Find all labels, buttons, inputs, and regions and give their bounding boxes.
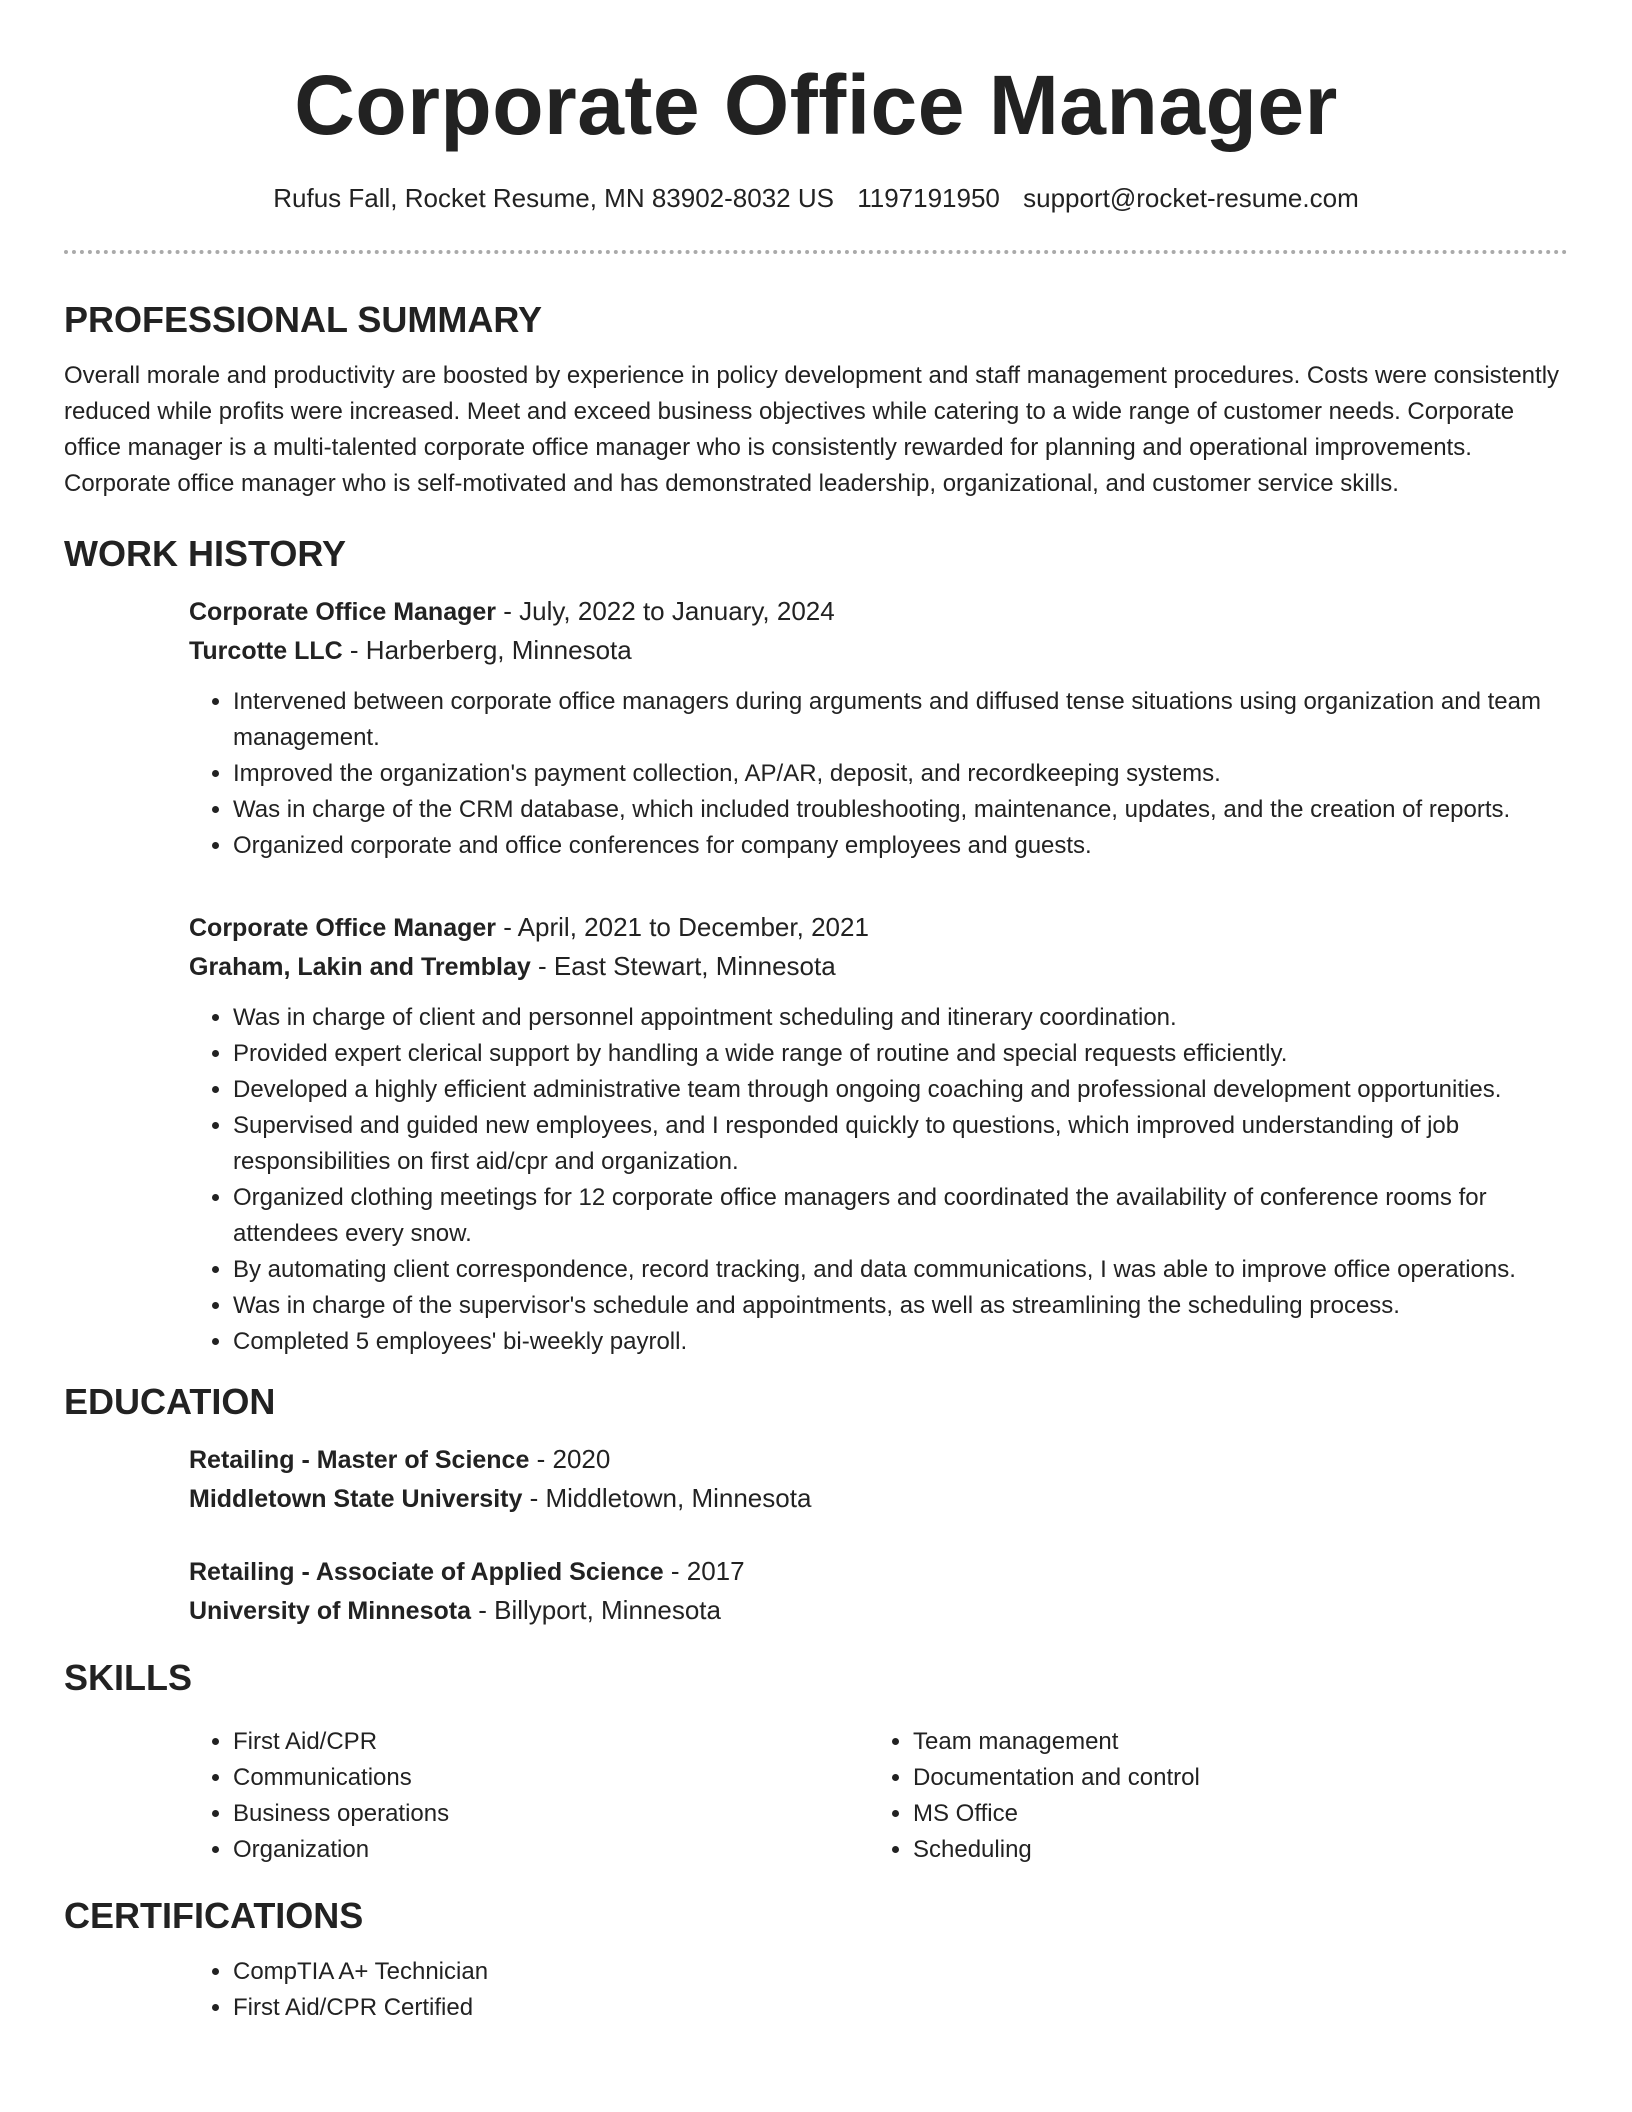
section-heading-summary: PROFESSIONAL SUMMARY (64, 299, 543, 340)
job-company-line (189, 631, 1568, 670)
education-school-line (189, 1591, 1568, 1630)
job-bullet: • Organized corporate and office conferences for company employees and guests. (233, 828, 1568, 864)
job-entry (189, 908, 1568, 1360)
skill-item: • MS Office (913, 1796, 1549, 1832)
education-year: - 2020 (529, 1444, 611, 1474)
section-heading-work: WORK HISTORY (64, 533, 347, 574)
job-bullet: • Developed a highly efficient administrative team through ongoing coaching and professional development opportunities. (233, 1072, 1568, 1108)
education-degree: Retailing - Associate of Applied Science (189, 1558, 664, 1586)
job-location: - East Stewart, Minnesota (530, 951, 836, 981)
education-entry (189, 1552, 1568, 1630)
education-year: - 2017 (663, 1556, 745, 1586)
education-degree-line (189, 1440, 1568, 1479)
job-title: Corporate Office Manager (189, 598, 497, 626)
job-dates: - July, 2022 to January, 2024 (496, 596, 835, 626)
job-bullet: • Completed 5 employees' bi-weekly payroll. (233, 1324, 1568, 1360)
job-bullet: • Intervened between corporate office managers during arguments and diffused tense situations using organization and team management. (233, 684, 1568, 756)
education-degree-line (189, 1552, 1568, 1591)
skill-item: • Team management (913, 1724, 1549, 1760)
section-heading-education: EDUCATION (64, 1381, 276, 1422)
contact-email[interactable]: support@rocket-resume.com (1023, 183, 1359, 213)
job-title: Corporate Office Manager (189, 914, 497, 942)
summary-text: Overall morale and productivity are boosted by experience in policy development and staff management procedures. Costs were consistently reduced while profits were increased. Meet and exceed business objectives while catering to a wide range of customer needs. Corporate office manager is a multi-talented corporate office manager who is consistently rewarded for planning and operational improvements. Corporate office manager who is self-motivated and has demonstrated leadership, organizational, and customer service skills. (64, 362, 1560, 497)
section-heading-skills: SKILLS (64, 1657, 193, 1698)
job-bullet: • Organized clothing meetings for 12 corporate office managers and coordinated the availability of conference rooms for attendees every snow. (233, 1180, 1568, 1252)
job-company-line (189, 947, 1568, 986)
certification-item: • First Aid/CPR Certified (233, 1990, 1568, 2026)
job-title-line (189, 908, 1568, 947)
certification-item: • CompTIA A+ Technician (233, 1954, 1568, 1990)
skill-item: • First Aid/CPR (233, 1724, 869, 1760)
job-company: Graham, Lakin and Tremblay (189, 953, 531, 981)
skill-item: • Organization (233, 1832, 869, 1868)
job-bullet: • Was in charge of the CRM database, which included troubleshooting, maintenance, updates, and the creation of reports. (233, 792, 1568, 828)
skill-item: • Scheduling (913, 1832, 1549, 1868)
job-bullet: • By automating client correspondence, record tracking, and data communications, I was able to improve office operations. (233, 1252, 1568, 1288)
job-bullets (189, 684, 1568, 864)
header-divider (64, 250, 1568, 254)
contact-line (0, 180, 1632, 216)
contact-phone: 1197191950 (857, 183, 1000, 213)
contact-address: Rufus Fall, Rocket Resume, MN 83902-8032 US (273, 183, 834, 213)
education-entry (189, 1440, 1568, 1518)
education-school: University of Minnesota (189, 1597, 471, 1625)
job-company: Turcotte LLC (189, 637, 343, 665)
resume-content (64, 290, 1568, 2026)
education-degree: Retailing - Master of Science (189, 1446, 530, 1474)
job-bullet: • Improved the organization's payment collection, AP/AR, deposit, and recordkeeping systems. (233, 756, 1568, 792)
skills-columns (189, 1716, 1568, 1868)
skill-item: • Documentation and control (913, 1760, 1549, 1796)
job-title-line (189, 592, 1568, 631)
certifications-block (189, 1954, 1568, 2026)
job-bullet: • Was in charge of client and personnel appointment scheduling and itinerary coordination. (233, 1000, 1568, 1036)
job-dates: - April, 2021 to December, 2021 (496, 912, 869, 942)
skills-list-right (869, 1724, 1549, 1868)
skill-item: • Communications (233, 1760, 869, 1796)
resume-title: Corporate Office Manager (294, 58, 1338, 152)
skills-list-left (189, 1724, 869, 1868)
job-entry (189, 592, 1568, 864)
job-bullet: • Provided expert clerical support by handling a wide range of routine and special requests efficiently. (233, 1036, 1568, 1072)
education-school-line (189, 1479, 1568, 1518)
section-heading-certifications: CERTIFICATIONS (64, 1895, 364, 1936)
skill-item: • Business operations (233, 1796, 869, 1832)
job-location: - Harberberg, Minnesota (342, 635, 632, 665)
certifications-list (189, 1954, 1568, 2026)
education-location: - Billyport, Minnesota (471, 1595, 721, 1625)
job-bullets (189, 1000, 1568, 1360)
job-bullet: • Supervised and guided new employees, and I responded quickly to questions, which improved understanding of job responsibilities on first aid/cpr and organization. (233, 1108, 1568, 1180)
education-location: - Middletown, Minnesota (522, 1483, 812, 1513)
job-bullet: • Was in charge of the supervisor's schedule and appointments, as well as streamlining the scheduling process. (233, 1288, 1568, 1324)
education-school: Middletown State University (189, 1485, 523, 1513)
